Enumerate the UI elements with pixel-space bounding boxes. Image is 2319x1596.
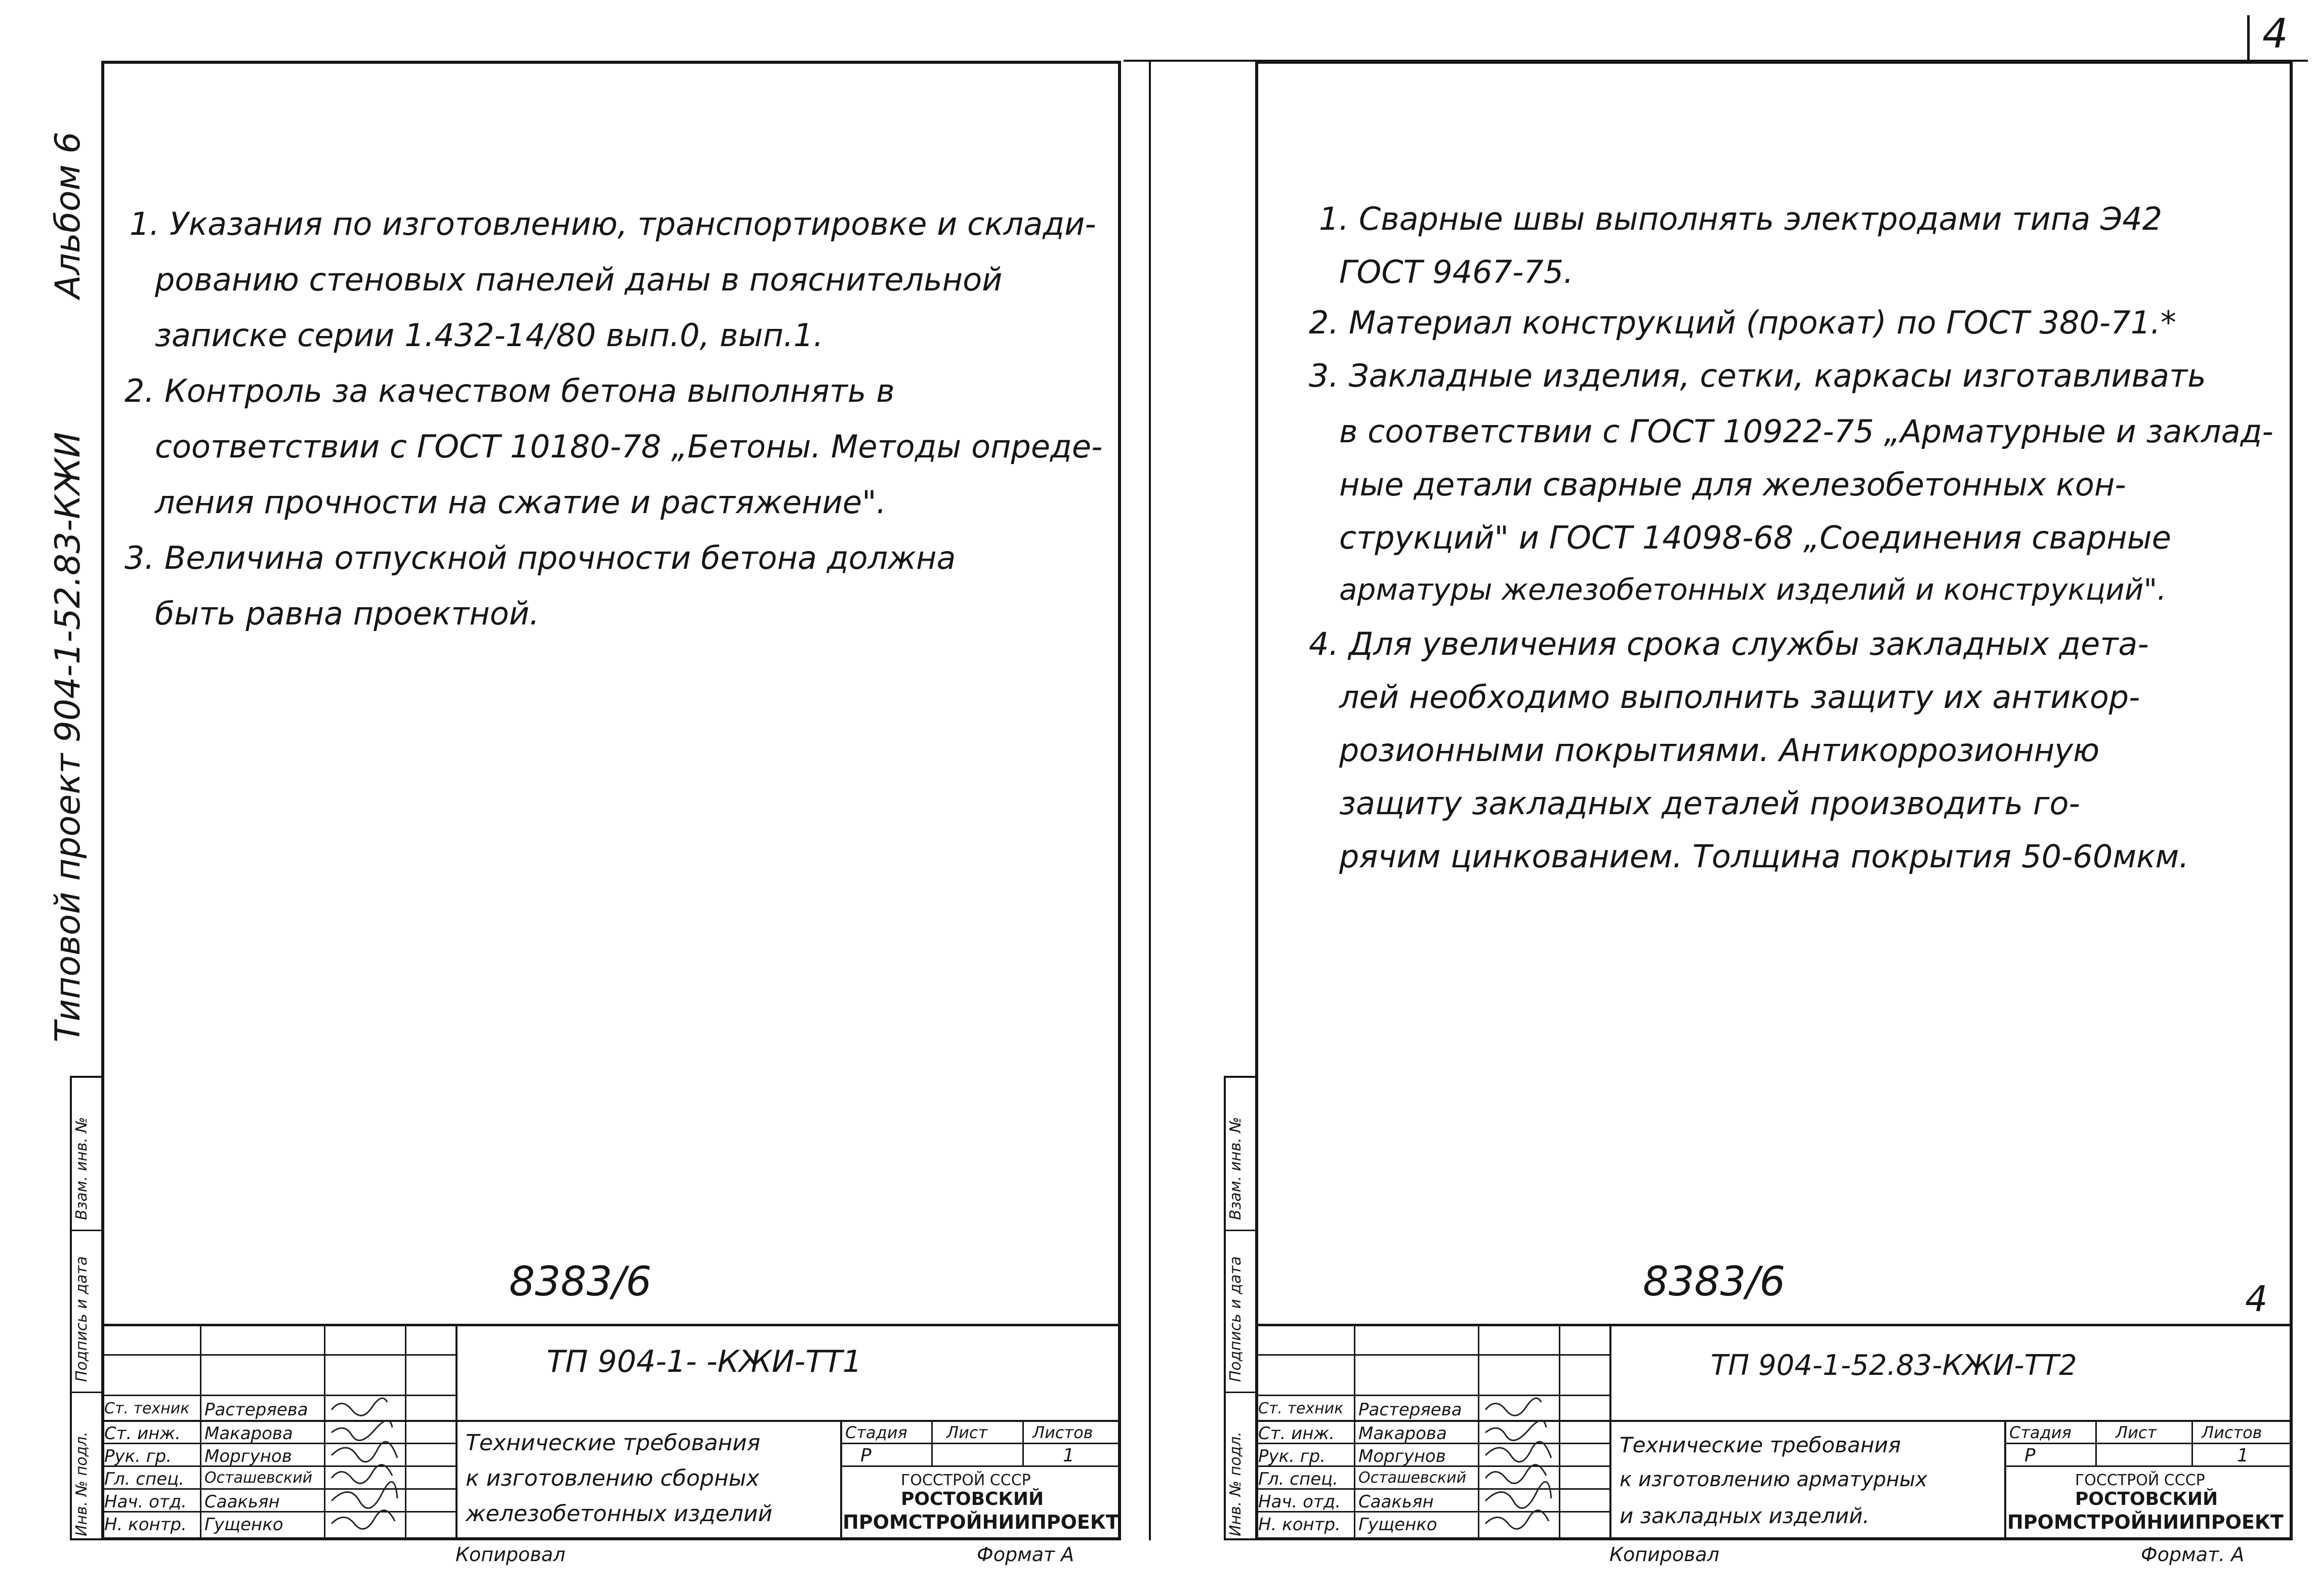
right-title-line: к изготовлению арматурных bbox=[1620, 1468, 1928, 1491]
right-sheet-frame bbox=[1227, 61, 2293, 1540]
left-stamp-label: Инв. № подл. bbox=[73, 1432, 91, 1536]
left-note-line: 3. Величина отпускной прочности бетона должна bbox=[125, 539, 956, 576]
left-stamp-label: Подпись и дата bbox=[73, 1256, 91, 1382]
left-name: Саакьян bbox=[204, 1492, 280, 1512]
right-name: Саакьян bbox=[1358, 1492, 1434, 1512]
page-number: 4 bbox=[2262, 10, 2288, 57]
right-note-line: защиту закладных деталей производить го- bbox=[1339, 785, 2080, 822]
right-name: Гущенко bbox=[1358, 1515, 1437, 1535]
left-sheets-header: Листов bbox=[1032, 1423, 1093, 1442]
center-divider bbox=[1149, 61, 1151, 1540]
right-drawing-code: ТП 904-1-52.83-КЖИ-ТТ2 bbox=[1711, 1349, 2077, 1382]
right-note-line: в соответствии с ГОСТ 10922-75 „Арматурные и заклад- bbox=[1339, 413, 2273, 450]
right-org-line2: РОСТОВСКИЙ bbox=[2075, 1489, 2218, 1509]
right-role: Ст. инж. bbox=[1258, 1423, 1335, 1444]
right-note-line: розионными покрытиями. Антикоррозионную bbox=[1339, 732, 2100, 769]
left-role: Н. контр. bbox=[104, 1515, 187, 1535]
left-role: Ст. техник bbox=[104, 1400, 190, 1417]
left-stage-value: Р bbox=[860, 1445, 872, 1466]
right-role: Нач. отд. bbox=[1258, 1492, 1341, 1512]
left-name: Макарова bbox=[204, 1423, 293, 1444]
left-role: Гл. спец. bbox=[104, 1469, 185, 1489]
right-role: Гл. спец. bbox=[1258, 1469, 1339, 1489]
right-note-line: 4. Для увеличения срока службы закладных дета- bbox=[1309, 625, 2149, 662]
right-note-line: струкций" и ГОСТ 14098-68 „Соединения сварные bbox=[1339, 519, 2171, 556]
right-format-label: Формат. А bbox=[2141, 1543, 2245, 1566]
left-sheet-header: Лист bbox=[946, 1423, 988, 1442]
left-stage-header: Стадия bbox=[845, 1423, 907, 1442]
left-org-line2: РОСТОВСКИЙ bbox=[901, 1489, 1044, 1509]
left-org-line1: ГОССТРОЙ СССР bbox=[901, 1472, 1031, 1489]
left-signatures bbox=[326, 1395, 402, 1540]
right-role: Ст. техник bbox=[1258, 1400, 1344, 1417]
right-title-line: Технические требования bbox=[1620, 1433, 1901, 1457]
right-org-line3: ПРОМСТРОЙНИИПРОЕКТ bbox=[2007, 1511, 2284, 1533]
left-title-line: к изготовлению сборных bbox=[466, 1465, 760, 1491]
left-note-line: 1. Указания по изготовлению, транспортировке и склади- bbox=[130, 205, 1096, 242]
right-name: Моргунов bbox=[1358, 1446, 1446, 1466]
left-role: Рук. гр. bbox=[104, 1446, 172, 1466]
right-sheets-header: Листов bbox=[2202, 1423, 2262, 1442]
right-signatures bbox=[1480, 1395, 1556, 1540]
left-note-line: ления прочности на сжатие и растяжение". bbox=[155, 484, 887, 521]
left-name: Растеряева bbox=[204, 1400, 308, 1420]
left-org-line3: ПРОМСТРОЙНИИПРОЕКТ bbox=[843, 1511, 1119, 1533]
left-title-line: Технические требования bbox=[466, 1430, 761, 1456]
right-title-line: и закладных изделий. bbox=[1620, 1503, 1870, 1528]
right-stage-header: Стадия bbox=[2009, 1423, 2072, 1442]
left-name: Гущенко bbox=[204, 1515, 283, 1535]
right-title-block bbox=[1255, 1324, 2293, 1540]
right-note-line: 2. Материал конструкций (прокат) по ГОСТ 380-71.* bbox=[1309, 304, 2176, 341]
right-copied-label: Копировал bbox=[1609, 1543, 1720, 1566]
left-role: Нач. отд. bbox=[104, 1492, 187, 1512]
right-name: Макарова bbox=[1358, 1423, 1447, 1444]
right-sheets-value: 1 bbox=[2237, 1445, 2249, 1466]
left-name: Осташевский bbox=[204, 1469, 313, 1487]
right-archive-number: 8383/6 bbox=[1643, 1258, 1786, 1305]
left-note-line: соответствии с ГОСТ 10180-78 „Бетоны. Методы опреде- bbox=[155, 428, 1103, 465]
left-name: Моргунов bbox=[204, 1446, 292, 1466]
right-name: Осташевский bbox=[1358, 1469, 1467, 1487]
right-note-line: ные детали сварные для железобетонных кон- bbox=[1339, 466, 2126, 503]
right-note-line: лей необходимо выполнить защиту их антикор- bbox=[1339, 679, 2140, 716]
left-archive-number: 8383/6 bbox=[509, 1258, 652, 1305]
left-copied-label: Копировал bbox=[455, 1543, 566, 1566]
left-title-line: железобетонных изделий bbox=[466, 1501, 773, 1527]
left-role: Ст. инж. bbox=[104, 1423, 181, 1444]
left-title-block bbox=[101, 1324, 1121, 1540]
right-role: Рук. гр. bbox=[1258, 1446, 1326, 1466]
right-note-line: 3. Закладные изделия, сетки, каркасы изготавливать bbox=[1309, 357, 2206, 394]
left-note-line: 2. Контроль за качеством бетона выполнять в bbox=[125, 372, 895, 409]
right-role: Н. контр. bbox=[1258, 1515, 1341, 1535]
right-note-line: ГОСТ 9467-75. bbox=[1339, 254, 1573, 290]
side-label-album: Альбом 6 bbox=[48, 132, 88, 299]
right-note-line: 1. Сварные швы выполнять электродами типа Э42 bbox=[1319, 200, 2163, 237]
left-drawing-code: ТП 904-1- -КЖИ-ТТ1 bbox=[547, 1344, 862, 1379]
right-note-line: рячим цинкованием. Толщина покрытия 50-60мкм. bbox=[1339, 838, 2189, 875]
right-note-line: арматуры железобетонных изделий и конструкций". bbox=[1339, 572, 2167, 607]
right-name: Растеряева bbox=[1358, 1400, 1462, 1420]
right-org-line1: ГОССТРОЙ СССР bbox=[2075, 1472, 2205, 1489]
left-note-line: рованию стеновых панелей даны в пояснительной bbox=[155, 261, 1003, 298]
left-note-line: записке серии 1.432-14/80 вып.0, вып.1. bbox=[155, 317, 823, 354]
left-sheets-value: 1 bbox=[1063, 1445, 1074, 1466]
right-corner-mark: 4 bbox=[2245, 1278, 2268, 1320]
right-stamp-label: Взам. инв. № bbox=[1227, 1117, 1245, 1220]
page-number-divider bbox=[2247, 15, 2250, 61]
left-note-line: быть равна проектной. bbox=[155, 595, 540, 632]
right-sheet-header: Лист bbox=[2116, 1423, 2157, 1442]
right-stamp-label: Инв. № подл. bbox=[1227, 1432, 1245, 1536]
right-stage-value: Р bbox=[2024, 1445, 2036, 1466]
right-stamp-label: Подпись и дата bbox=[1227, 1256, 1245, 1382]
side-label-project: Типовой проект 904-1-52.83-КЖИ bbox=[48, 432, 88, 1042]
left-sheet-frame bbox=[73, 61, 1121, 1540]
left-format-label: Формат А bbox=[977, 1543, 1074, 1566]
left-stamp-label: Взам. инв. № bbox=[73, 1117, 91, 1220]
